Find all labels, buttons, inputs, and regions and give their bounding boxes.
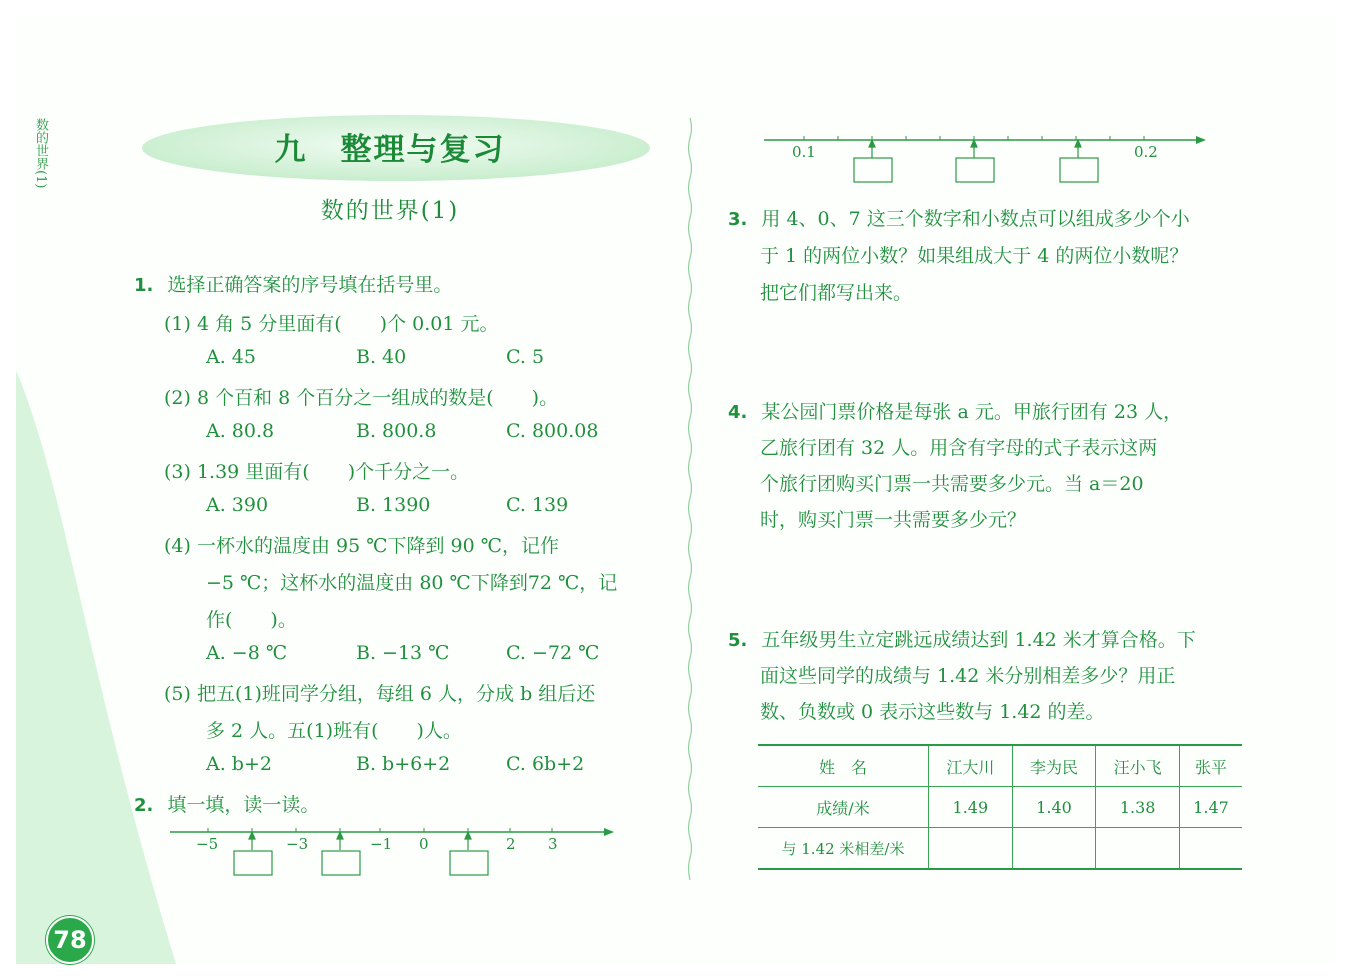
table-header-cell: 李为民 (1012, 745, 1096, 787)
question-text: 五年级男生立定跳远成绩达到 1.42 米才算合格。下 (761, 629, 1196, 651)
q1-item-5-option-c: C. 6b+2 (506, 753, 585, 775)
q1-item-4-option-a: A. −8 ℃ (206, 642, 288, 664)
q1-item-4-text-line-1: (4) 一杯水的温度由 95 ℃下降到 90 ℃，记作 (164, 535, 559, 557)
q1-item-2-option-a: A. 80.8 (206, 420, 275, 442)
q1-item-2-option-c: C. 800.08 (506, 420, 599, 442)
answer-cell[interactable] (929, 828, 1013, 870)
table-cell: 1.49 (929, 787, 1013, 828)
side-section-label: 数的世界(1) (33, 118, 48, 189)
column-divider (686, 118, 694, 880)
q1-item-4-text-line-3: 作( )。 (206, 609, 297, 631)
q1-item-5-text-line-2: 多 2 人。五(1)班有( )人。 (206, 720, 462, 742)
q1-item-5-option-b: B. b+6+2 (356, 753, 451, 775)
table-cell: 1.40 (1012, 787, 1096, 828)
question-number: 2. (134, 795, 154, 816)
question-4-line-4: 时，购买门票一共需要多少元？ (760, 509, 1027, 531)
answer-cell[interactable] (1096, 828, 1180, 870)
answer-cell[interactable] (1012, 828, 1096, 870)
tick-label-left: 0.1 (792, 143, 816, 161)
tick-label-right: 0.2 (1134, 143, 1158, 161)
table-header-cell: 汪小飞 (1096, 745, 1180, 787)
question-4-line-3: 个旅行团购买门票一共需要多少元。当 a＝20 (760, 473, 1144, 495)
q1-item-2-option-b: B. 800.8 (356, 420, 437, 442)
q1-item-4-option-b: B. −13 ℃ (356, 642, 450, 664)
q1-item-1-text: (1) 4 角 5 分里面有( )个 0.01 元。 (164, 313, 499, 335)
table-header-cell: 江大川 (929, 745, 1013, 787)
tick-label: 2 (506, 835, 516, 853)
q1-item-5-option-a: A. b+2 (206, 753, 272, 775)
table-header-row (758, 745, 1242, 787)
answer-cell[interactable] (1179, 828, 1242, 870)
row-label: 与 1.42 米相差/米 (758, 828, 929, 870)
question-3-line-3: 把它们都写出来。 (760, 282, 913, 304)
question-1 (134, 270, 452, 297)
question-text: 选择正确答案的序号填在括号里。 (167, 274, 453, 296)
score-table (758, 744, 1242, 870)
question-5-line-2: 面这些同学的成绩与 1.42 米分别相差多少？用正 (760, 665, 1176, 687)
q1-item-3-option-a: A. 390 (206, 494, 269, 516)
page-number-badge: 78 (46, 916, 94, 964)
row-label: 成绩/米 (758, 787, 929, 828)
table-cell: 1.47 (1179, 787, 1242, 828)
table-row (758, 828, 1242, 870)
question-5-line-1 (728, 625, 1196, 652)
question-number: 4. (728, 402, 748, 423)
q1-item-4-text-line-2: −5 ℃；这杯水的温度由 80 ℃下降到72 ℃，记 (206, 572, 618, 594)
q1-item-3-option-b: B. 1390 (356, 494, 431, 516)
q1-item-1-option-a: A. 45 (206, 346, 256, 368)
q1-item-5-text-line-1: (5) 把五(1)班同学分组，每组 6 人，分成 b 组后还 (164, 683, 596, 705)
question-3-line-2: 于 1 的两位小数？如果组成大于 4 的两位小数呢？ (760, 245, 1189, 267)
question-5-line-3: 数、负数或 0 表示这些数与 1.42 的差。 (760, 701, 1105, 723)
corner-decoration (16, 370, 176, 964)
q1-item-4-option-c: C. −72 ℃ (506, 642, 600, 664)
table-header-cell: 姓 名 (758, 745, 929, 787)
q1-item-2-text: (2) 8 个百和 8 个百分之一组成的数是( )。 (164, 387, 559, 409)
table-cell: 1.38 (1096, 787, 1180, 828)
question-3-line-1 (728, 204, 1190, 231)
question-4-line-1 (728, 397, 1182, 424)
question-number: 1. (134, 275, 154, 296)
decimal-number-line (760, 128, 1212, 186)
section-subtitle: 数的世界(1) (320, 198, 460, 224)
tick-label: 3 (548, 835, 558, 853)
question-number: 3. (728, 209, 748, 230)
tick-label: 0 (419, 835, 429, 853)
q1-item-3-option-c: C. 139 (506, 494, 569, 516)
tick-label: −1 (370, 835, 393, 853)
question-text: 填一填，读一读。 (167, 794, 320, 816)
tick-label: −3 (286, 835, 309, 853)
question-2 (134, 790, 319, 817)
q1-item-1-option-b: B. 40 (356, 346, 407, 368)
chapter-title: 九 整理与复习 (274, 132, 506, 168)
table-header-cell: 张平 (1179, 745, 1242, 787)
question-text: 用 4、0、7 这三个数字和小数点可以组成多少个小 (761, 208, 1190, 230)
q1-item-3-text: (3) 1.39 里面有( )个千分之一。 (164, 461, 470, 483)
question-text: 某公园门票价格是每张 a 元。甲旅行团有 23 人， (761, 401, 1183, 423)
question-4-line-2: 乙旅行团有 32 人。用含有字母的式子表示这两 (760, 437, 1158, 459)
table-row (758, 787, 1242, 828)
integer-number-line (168, 820, 618, 880)
q1-item-1-option-c: C. 5 (506, 346, 545, 368)
tick-label: −5 (196, 835, 219, 853)
question-number: 5. (728, 630, 748, 651)
